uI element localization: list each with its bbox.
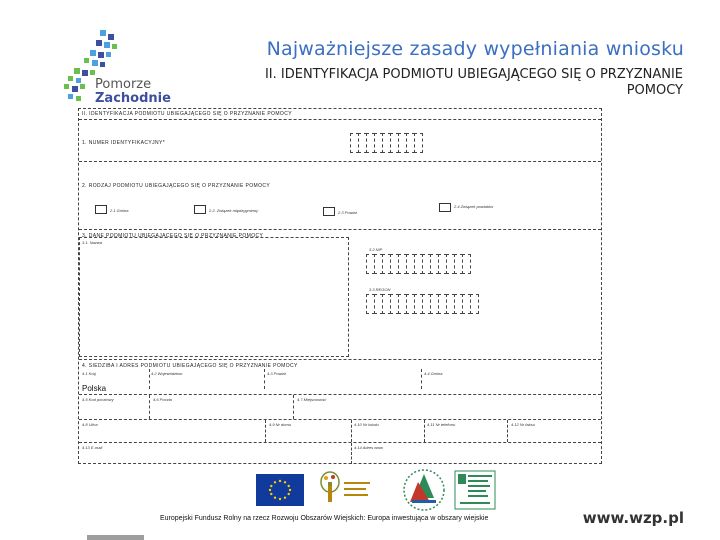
identification-number-boxes[interactable] bbox=[351, 133, 423, 153]
page-title: Najważniejsze zasady wypełniania wniosku bbox=[266, 38, 684, 60]
leader-logo bbox=[400, 468, 448, 512]
field-nip-label: 3.2 NIP bbox=[369, 247, 383, 252]
divider bbox=[79, 359, 601, 360]
divider bbox=[351, 420, 352, 442]
divider bbox=[79, 229, 601, 230]
field-adres-www-label: 4.14 Adres www bbox=[354, 445, 383, 450]
field-ulica-label: 4.8 Ulica bbox=[82, 422, 98, 427]
field-regon-label: 3.3 REGON bbox=[369, 287, 391, 292]
checkbox-gmina[interactable] bbox=[95, 205, 107, 214]
section-1-label: 1. NUMER IDENTYFIKACYJNY* bbox=[82, 140, 166, 146]
section-2-label: 2. RODZAJ PODMIOTU UBIEGAJĄCEGO SIĘ O PRZYZNANIE POMOCY bbox=[82, 183, 271, 189]
divider bbox=[79, 161, 601, 162]
rural-development-logo bbox=[318, 470, 374, 508]
logo-text-pomorze: Pomorze bbox=[95, 77, 152, 92]
divider bbox=[79, 119, 601, 120]
field-nr-faksu-label: 4.12 Nr faksu bbox=[511, 422, 535, 427]
option-zwiazek-miedzygminny-label: 2.2. Związek międzygminny bbox=[209, 208, 259, 213]
option-zwiazek-powiatow-label: 2.4 Związek powiatów bbox=[454, 204, 494, 209]
logo-text-zachodnie: Zachodnie bbox=[95, 91, 171, 106]
option-powiat-label: 2.3 Powiat bbox=[338, 210, 357, 215]
divider bbox=[351, 443, 352, 464]
field-nazwa-label: 3.1. Nazwa bbox=[82, 240, 103, 245]
section-3-label: 3. DANE PODMIOTU UBIEGAJĄCEGO SIĘ O PRZYZNANIE POMOCY bbox=[82, 233, 264, 239]
divider bbox=[265, 420, 266, 442]
divider bbox=[264, 369, 265, 389]
field-kod-pocztowy-label: 4.5 Kod pocztowy bbox=[82, 397, 114, 402]
country-value: Polska bbox=[82, 384, 107, 393]
checkbox-zwiazek-powiatow[interactable] bbox=[439, 203, 451, 212]
field-miejscowosc-label: 4.7 Miejscowość bbox=[297, 397, 327, 402]
divider bbox=[293, 395, 294, 419]
section-4-label: 4. SIEDZIBA I ADRES PODMIOTU UBIEGAJĄCEGO SIĘ O PRZYZNANIE POMOCY bbox=[82, 363, 298, 369]
field-nr-lokalu-label: 4.10 Nr lokalu bbox=[354, 422, 379, 427]
eu-flag-icon bbox=[256, 474, 304, 506]
field-email-label: 4.13 E-mail bbox=[82, 445, 103, 450]
checkbox-zwiazek-miedzygminny[interactable] bbox=[194, 205, 206, 214]
bottom-bar bbox=[87, 535, 144, 540]
website-link[interactable]: www.wzp.pl bbox=[582, 509, 684, 527]
application-form bbox=[78, 108, 602, 464]
form-section-title: II. IDENTYFIKACJA PODMIOTU UBIEGAJĄCEGO SIĘ O PRZYZNANIE POMOCY bbox=[82, 111, 292, 117]
field-nr-domu-label: 4.9 Nr domu bbox=[269, 422, 292, 427]
divider bbox=[149, 395, 150, 419]
field-gmina-label: 4.4 Gmina bbox=[424, 371, 443, 376]
program-logo bbox=[454, 470, 496, 510]
field-kraj-label: 4.1 Kraj bbox=[82, 371, 96, 376]
field-nr-telefonu-label: 4.11 Nr telefonu bbox=[427, 422, 456, 427]
divider bbox=[149, 369, 150, 389]
checkbox-powiat[interactable] bbox=[323, 207, 335, 216]
field-wojewodztwo-label: 4.2 Województwo bbox=[151, 371, 183, 376]
page-subtitle: II. IDENTYFIKACJA PODMIOTU UBIEGAJĄCEGO SIĘ O PRZYZNANIE POMOCY bbox=[264, 67, 683, 98]
divider bbox=[424, 420, 425, 442]
divider bbox=[79, 442, 601, 443]
nazwa-field[interactable] bbox=[79, 237, 349, 357]
footer-text: Europejski Fundusz Rolny na rzecz Rozwoju Obszarów Wiejskich: Europa inwestująca w obszary wiejskie bbox=[160, 515, 489, 522]
divider bbox=[507, 420, 508, 442]
divider bbox=[421, 369, 422, 389]
nip-boxes[interactable] bbox=[367, 254, 471, 274]
field-poczta-label: 4.6 Poczta bbox=[153, 397, 172, 402]
divider bbox=[79, 394, 601, 395]
field-powiat-label: 4.3 Powiat bbox=[267, 371, 286, 376]
regon-boxes[interactable] bbox=[367, 294, 479, 314]
divider bbox=[79, 419, 601, 420]
option-gmina-label: 2.1 Gmina bbox=[110, 208, 129, 213]
